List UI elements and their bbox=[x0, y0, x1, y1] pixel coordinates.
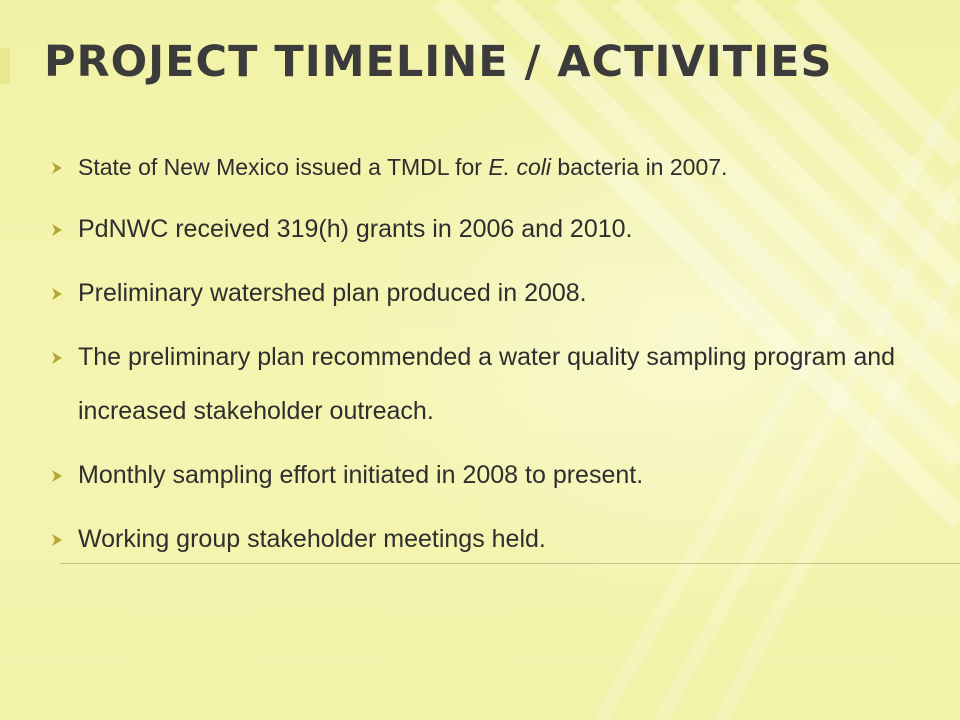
bullet-text: PdNWC received 319(h) grants in 2006 and 2010. bbox=[78, 215, 633, 243]
bullet-text: The preliminary plan recommended a water quality sampling program and increased stakeholder outreach. bbox=[78, 343, 896, 425]
slide-title: PROJECT TIMELINE / ACTIVITIES bbox=[44, 37, 833, 87]
bullet-item bbox=[44, 202, 904, 256]
bullet-list bbox=[44, 140, 904, 576]
bullet-text-post: bacteria in 2007. bbox=[550, 154, 728, 180]
bullet-item bbox=[44, 448, 904, 502]
bullet-item bbox=[44, 512, 904, 566]
bullet-text: Monthly sampling effort initiated in 2008 to present. bbox=[78, 461, 644, 489]
bullet-text: Preliminary watershed plan produced in 2008. bbox=[78, 279, 587, 307]
arrowhead-bullet-icon bbox=[52, 352, 62, 364]
title-accent-mark bbox=[0, 48, 10, 84]
bullet-text-italic: E. coli bbox=[488, 154, 551, 180]
arrowhead-bullet-icon bbox=[52, 162, 62, 174]
bullet-text: Working group stakeholder meetings held. bbox=[78, 525, 546, 553]
bullet-text-pre: State of New Mexico issued a TMDL for bbox=[78, 154, 489, 180]
arrowhead-bullet-icon bbox=[52, 470, 62, 482]
arrowhead-bullet-icon bbox=[52, 534, 62, 546]
bullet-item bbox=[44, 140, 904, 194]
bullet-item bbox=[44, 330, 904, 438]
arrowhead-bullet-icon bbox=[52, 288, 62, 300]
arrowhead-bullet-icon bbox=[52, 224, 62, 236]
bullet-item bbox=[44, 266, 904, 320]
